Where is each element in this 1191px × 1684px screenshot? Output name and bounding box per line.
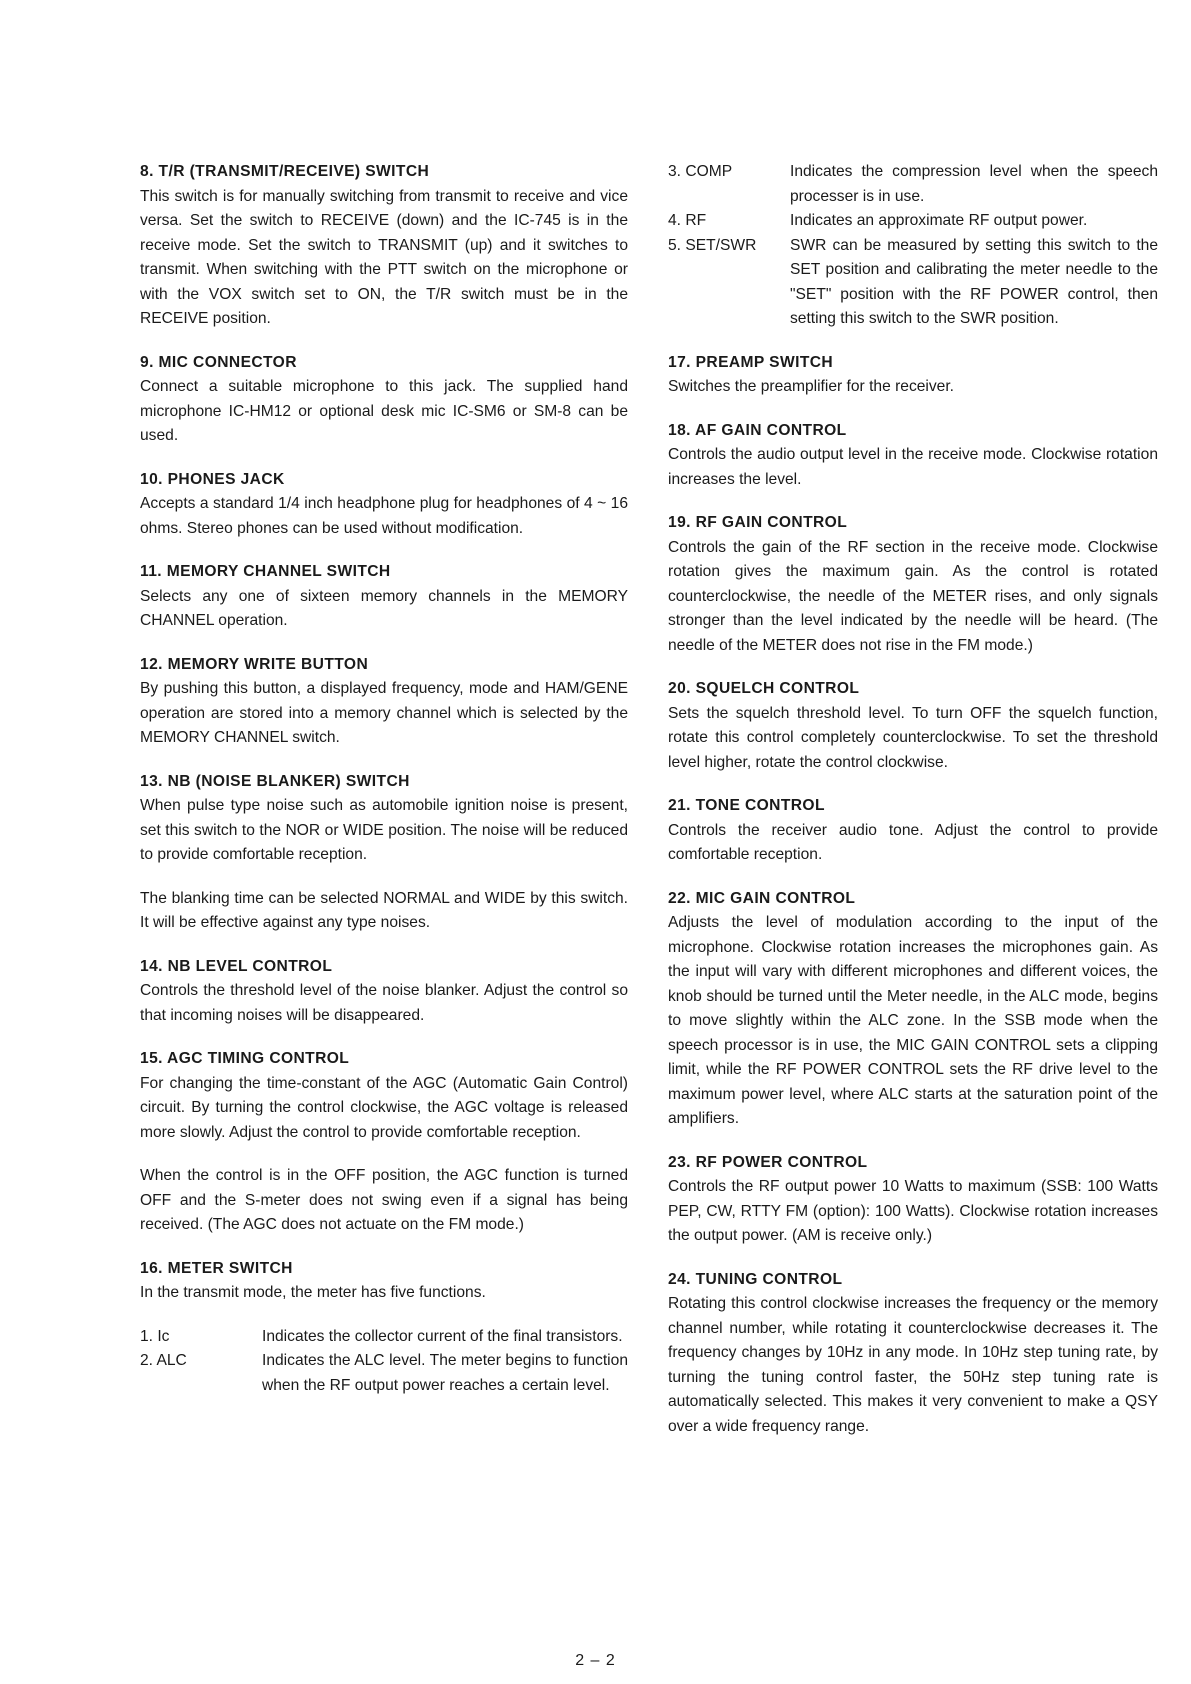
section-paragraph: Accepts a standard 1/4 inch headphone plug for headphones of 4 ~ 16 ohms. Stereo phones can be used without modification. (140, 495, 628, 537)
section-squelch-control (668, 677, 1158, 775)
item-label: 4. RF (668, 212, 707, 229)
section-meter-switch (140, 1257, 628, 1399)
section-paragraph: Adjusts the level of modulation according to the input of the microphone. Clockwise rotation increases the microphones gain. As the input will vary with different microphones and different voices, the knob should be turned until the Meter needle, in the ALC mode, begins to move slightly within the ALC zone. In the SSB mode when the speech processor is in use, the MIC GAIN CONTROL sets a clipping limit, while the RF POWER CONTROL sets the RF drive level to the maximum power level, where ALC starts at the saturation point of the amplifiers. (668, 914, 1158, 1127)
section-paragraph: Rotating this control clockwise increases the frequency or the memory channel number, while rotating it counterclockwise decreases it. The frequency changes by 10Hz in any mode. In 10Hz step tuning rate, by turning the tuning control faster, the 50Hz step tuning rate is automatically selected. This makes it very convenient to make a QSY over a wide frequency range. (668, 1295, 1158, 1435)
section-paragraph: Controls the audio output level in the receive mode. Clockwise rotation increases the level. (668, 446, 1158, 488)
section-heading: 16. METER SWITCH (140, 1259, 293, 1277)
list-item (668, 209, 1158, 234)
section-mic-gain-control (668, 887, 1158, 1132)
section-memory-write-button (140, 653, 628, 751)
section-paragraph: Controls the gain of the RF section in the receive mode. Clockwise rotation gives the maximum gain. As the control is rotated counterclockwise, the needle of the METER rises, and only signals stronger than the level indicated by the needle will be heard. (The needle of the METER does not rise in the FM mode.) (668, 538, 1158, 654)
section-heading: 11. MEMORY CHANNEL SWITCH (140, 563, 391, 580)
item-text: SWR can be measured by setting this switch to the SET position and calibrating the meter needle to the "SET" position with the RF POWER control, then setting this switch to the SWR position. (790, 236, 1158, 327)
section-heading: 19. RF GAIN CONTROL (668, 514, 848, 531)
item-text: Indicates an approximate RF output power. (790, 212, 1088, 229)
section-nb-switch (140, 770, 628, 936)
section-heading: 22. MIC GAIN CONTROL (668, 889, 856, 907)
section-paragraph: Controls the RF output power 10 Watts to maximum (SSB: 100 Watts PEP, CW, RTTY FM (option): 100 Watts). Clockwise rotation increases the output power. (AM is receive only.) (668, 1178, 1158, 1244)
section-paragraph: Connect a suitable microphone to this jack. The supplied hand microphone IC-HM12 or optional desk mic IC-SM6 or SM-8 can be used. (140, 378, 628, 444)
section-preamp-switch (668, 351, 1158, 400)
list-item (668, 160, 1158, 209)
section-agc-timing-control (140, 1047, 628, 1238)
section-heading: 24. TUNING CONTROL (668, 1270, 843, 1288)
section-phones-jack (140, 468, 628, 542)
item-text: Indicates the compression level when the speech processer is in use. (790, 163, 1158, 205)
section-heading: 17. PREAMP SWITCH (668, 353, 834, 371)
page-number: 2 – 2 (575, 1652, 616, 1669)
item-text: Indicates the collector current of the final transistors. (262, 1327, 623, 1345)
section-mic-connector (140, 351, 628, 449)
section-heading: 10. PHONES JACK (140, 470, 285, 488)
item-label: 3. COMP (668, 163, 733, 180)
section-heading: 15. AGC TIMING CONTROL (140, 1050, 350, 1067)
section-paragraph: Switches the preamplifier for the receiver. (668, 378, 955, 395)
list-item (140, 1325, 628, 1350)
right-column (668, 160, 1158, 1458)
section-heading: 18. AF GAIN CONTROL (668, 421, 847, 439)
meter-function-list (140, 1325, 628, 1399)
section-heading: 14. NB LEVEL CONTROL (140, 957, 333, 975)
section-paragraph: The blanking time can be selected NORMAL and WIDE by this switch. It will be effective against any type noises. (140, 889, 628, 931)
section-paragraph: When pulse type noise such as automobile ignition noise is present, set this switch to the NOR or WIDE position. The noise will be reduced to provide comfortable reception. (140, 797, 628, 863)
section-nb-level-control (140, 955, 628, 1029)
section-paragraph: When the control is in the OFF position, the AGC function is turned OFF and the S-meter does not swing even if a signal has being received. (The AGC does not actuate on the FM mode.) (140, 1167, 628, 1233)
section-memory-channel-switch (140, 560, 628, 634)
section-paragraph: Selects any one of sixteen memory channels in the MEMORY CHANNEL operation. (140, 587, 628, 629)
list-item (140, 1349, 628, 1398)
section-paragraph: Controls the threshold level of the noise blanker. Adjust the control so that incoming noises will be disappeared. (140, 982, 628, 1024)
section-rf-gain-control (668, 511, 1158, 658)
meter-function-list-continued (668, 160, 1158, 332)
section-heading: 23. RF POWER CONTROL (668, 1153, 868, 1171)
list-item (668, 234, 1158, 332)
item-label: 5. SET/SWR (668, 236, 757, 254)
section-paragraph: This switch is for manually switching from transmit to receive and vice versa. Set the switch to RECEIVE (down) and the IC-745 is in the receive mode. Set the switch to TRANSMIT (up) and it switches to transmit. When switching with the PTT switch on the microphone or with the VOX switch set to ON, the T/R switch must be in the RECEIVE position. (140, 187, 628, 327)
item-label: 1. Ic (140, 1327, 170, 1345)
section-heading: 12. MEMORY WRITE BUTTON (140, 655, 369, 673)
section-rf-power-control (668, 1151, 1158, 1249)
section-af-gain-control (668, 419, 1158, 493)
section-heading: 13. NB (NOISE BLANKER) SWITCH (140, 772, 410, 790)
section-paragraph: By pushing this button, a displayed frequency, mode and HAM/GENE operation are stored into a memory channel which is selected by the MEMORY CHANNEL switch. (140, 680, 628, 746)
section-heading: 21. TONE CONTROL (668, 797, 825, 814)
section-heading: 20. SQUELCH CONTROL (668, 680, 860, 697)
left-column (140, 160, 628, 1417)
section-heading: 9. MIC CONNECTOR (140, 353, 297, 371)
section-paragraph: For changing the time-constant of the AGC (Automatic Gain Control) circuit. By turning the control clockwise, the AGC voltage is released more slowly. Adjust the control to provide comfortable reception. (140, 1074, 628, 1141)
item-text: Indicates the ALC level. The meter begins to function when the RF output power reaches a certain level. (262, 1352, 628, 1394)
section-paragraph: Controls the receiver audio tone. Adjust the control to provide comfortable reception. (668, 821, 1158, 863)
section-tone-control (668, 794, 1158, 868)
item-label: 2. ALC (140, 1352, 187, 1369)
section-paragraph: Sets the squelch threshold level. To turn OFF the squelch function, rotate this control completely counterclockwise. To set the threshold level higher, rotate the control clockwise. (668, 704, 1158, 771)
section-heading: 8. T/R (TRANSMIT/RECEIVE) SWITCH (140, 163, 430, 180)
section-tr-switch (140, 160, 628, 332)
section-paragraph: In the transmit mode, the meter has five functions. (140, 1284, 486, 1301)
section-tuning-control (668, 1268, 1158, 1440)
